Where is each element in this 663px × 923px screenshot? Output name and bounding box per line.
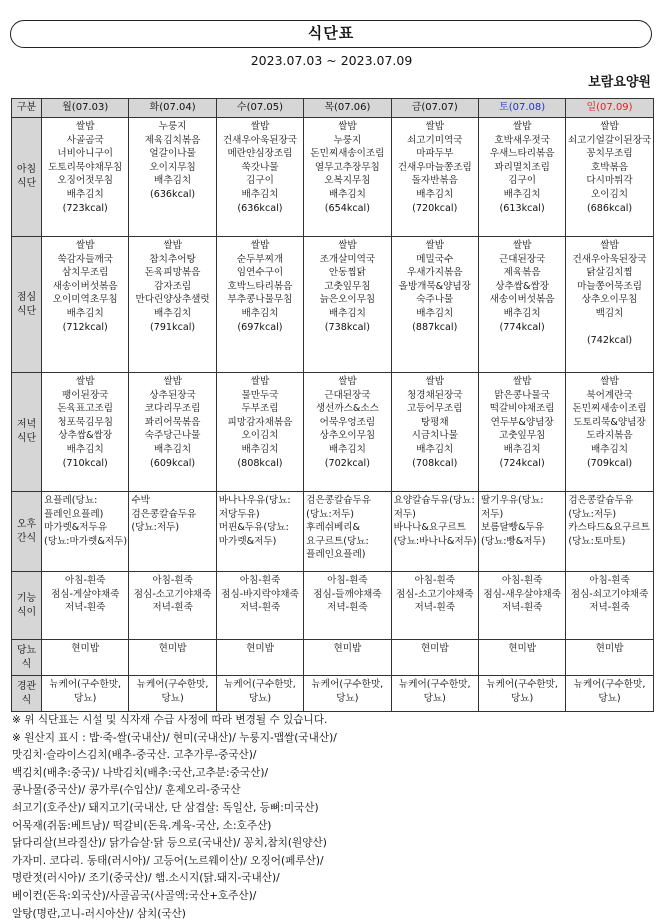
- menu-cell-lunch-sun: [566, 237, 653, 373]
- menu-item: 저녁-흰죽: [152, 602, 193, 614]
- menu-item: 건새우마늘쫑조림: [397, 161, 472, 173]
- menu-item: 쌀밥: [75, 240, 95, 251]
- menu-cell-functional-diet-sat: [478, 572, 565, 640]
- menu-item: 돈육피망볶음: [144, 267, 201, 279]
- menu-item: 배추김치: [241, 307, 279, 319]
- menu-item: (774kcal): [499, 321, 545, 333]
- row-label-tube-feeding: [12, 676, 42, 712]
- menu-cell-afternoon-snack-fri: [391, 492, 478, 572]
- row-label-lunch: [12, 237, 42, 373]
- menu-item: 배추김치: [66, 188, 104, 200]
- menu-item: 쌀밥: [338, 121, 357, 132]
- menu-item: 쌀밥: [512, 376, 532, 387]
- menu-item: 점심-소고기야채죽: [395, 588, 474, 600]
- menu-item: 뉴케어(구수한맛,당뇨): [49, 679, 122, 704]
- menu-item: 근대된장국: [498, 253, 546, 265]
- menu-item: 배추김치: [503, 188, 541, 200]
- menu-item: 근대된장국: [324, 389, 371, 401]
- row-label-dinner: [12, 373, 42, 492]
- note-line: 쇠고기(호주산)/ 돼지고기(국내산, 단 삼겹살: 독일산, 등뼈:미국산): [12, 801, 319, 814]
- note-line: 알탕(명란,고니-러시아산)/ 삼치(국산): [12, 907, 186, 920]
- menu-item: 마파두부: [416, 148, 454, 160]
- menu-item: 돌자반볶음: [411, 175, 458, 187]
- menu-item: 점심-게살야채죽: [51, 588, 120, 600]
- note-line: 베이컨(돈육:외국산)/사골곰국(사골액:국산+호주산)/: [12, 889, 257, 902]
- menu-cell-dinner-sun: [566, 373, 653, 492]
- menu-item: 점심-들깨야채죽: [313, 588, 382, 600]
- menu-cell-functional-diet-thu: [304, 572, 391, 640]
- row-label-line: 식단: [16, 305, 37, 317]
- menu-item: 배추김치: [416, 443, 454, 455]
- menu-item: 안동찜닭: [328, 267, 366, 279]
- menu-item: 쌀밥: [250, 240, 270, 251]
- menu-item: 순두부찌개: [236, 253, 284, 265]
- menu-item: 맑은콩나물국: [494, 389, 550, 401]
- menu-row-afternoon-snack: [12, 492, 654, 572]
- menu-item: 마늘쫑어묵조림: [577, 280, 642, 292]
- menu-item: 저녁-흰죽: [239, 602, 281, 614]
- menu-item: 떡갈비야채조림: [489, 403, 555, 415]
- menu-item: 시금치나물: [411, 430, 458, 442]
- menu-item: 쌀밥: [338, 240, 357, 251]
- menu-cell-diabetic-meal-fri: [391, 640, 478, 676]
- menu-item: 쑥갓나물: [241, 161, 279, 173]
- menu-cell-functional-diet-mon: [42, 572, 129, 640]
- menu-cell-dinner-thu: [304, 373, 391, 492]
- menu-cell-tube-feeding-thu: [304, 676, 391, 712]
- menu-row-functional-diet: [12, 572, 654, 640]
- menu-item: 숙주당근나물: [144, 430, 201, 442]
- menu-row-lunch: [12, 237, 654, 373]
- menu-cell-afternoon-snack-sat: [478, 492, 565, 572]
- menu-cell-lunch-tue: [129, 237, 216, 373]
- menu-cell-dinner-mon: [42, 373, 129, 492]
- menu-item: 팽이된장국: [62, 389, 109, 401]
- menu-item: (613kcal): [499, 202, 545, 214]
- menu-item: 물만두국: [241, 389, 279, 401]
- row-label-line: 식: [21, 658, 32, 670]
- menu-cell-lunch-fri: [391, 237, 478, 373]
- menu-cell-diabetic-meal-mon: [42, 640, 129, 676]
- note-line: 가자미. 코다리. 동태(러시아)/ 고등어(노르웨이산)/ 오징어(페루산)/: [12, 854, 324, 867]
- day-header-sat: 토(07.08): [478, 99, 565, 118]
- menu-item: [567, 321, 651, 335]
- menu-item: 너비아니구이: [57, 148, 113, 160]
- menu-item: 새송이버섯볶음: [489, 294, 555, 306]
- menu-cell-lunch-sat: [478, 237, 565, 373]
- row-label-line: 식이: [16, 606, 37, 618]
- menu-item: (791kcal): [149, 321, 196, 333]
- menu-item: 두부조림: [241, 403, 279, 415]
- menu-item: (720kcal): [412, 202, 458, 214]
- menu-item: (702kcal): [324, 457, 370, 469]
- menu-item: 카스타드&요구르트(당뇨:토마토): [568, 522, 650, 547]
- row-label-functional-diet: [12, 572, 42, 640]
- menu-item: 누룽지: [333, 134, 362, 146]
- menu-item: 배추김치: [154, 443, 192, 455]
- menu-item: 배추김치: [328, 443, 366, 455]
- menu-item: 배추김치: [154, 175, 192, 187]
- menu-cell-functional-diet-tue: [129, 572, 216, 640]
- menu-item: 배추김치: [241, 443, 279, 455]
- menu-item: 조개살미역국: [319, 253, 376, 265]
- menu-item: 현미밥: [71, 643, 100, 654]
- menu-cell-diabetic-meal-sat: [478, 640, 565, 676]
- menu-item: 삼치무조림: [62, 267, 109, 279]
- menu-cell-breakfast-tue: [129, 118, 216, 237]
- menu-item: 뉴케어(구수한맛,당뇨): [573, 679, 646, 704]
- menu-item: 오이지무침: [149, 161, 196, 173]
- menu-item: (708kcal): [412, 457, 458, 469]
- menu-item: 아침-흰죽: [239, 575, 281, 586]
- menu-item: 메란얀심장조림: [227, 148, 293, 160]
- row-label-line: 당뇨: [16, 644, 37, 656]
- menu-item: 상추오이무침: [319, 430, 376, 442]
- menu-cell-functional-diet-wed: [216, 572, 303, 640]
- menu-cell-diabetic-meal-thu: [304, 640, 391, 676]
- menu-item: (609kcal): [149, 457, 196, 469]
- menu-item: 쌀밥: [600, 240, 619, 251]
- menu-item: 마가렛&저두유(당뇨:마가렛&저두): [44, 522, 128, 547]
- menu-item: 누룽지: [158, 121, 187, 132]
- menu-item: 오이미역초무침: [52, 294, 118, 306]
- menu-item: 뉴케어(구수한맛,당뇨): [224, 679, 296, 704]
- menu-item: 쌀밥: [75, 376, 95, 387]
- menu-item: 건새우아욱된장국: [222, 134, 298, 146]
- menu-item: 현미밥: [246, 643, 274, 654]
- menu-item: 쇠고기얼갈이된장국: [567, 134, 652, 146]
- organization-name: 보람요양원: [588, 75, 651, 90]
- menu-item: 쌀밥: [512, 121, 532, 132]
- row-label-line: 간식: [16, 532, 37, 544]
- menu-item: 꽈리멸치조림: [494, 161, 550, 173]
- day-header-row: [12, 99, 654, 118]
- menu-item: 저녁-흰죽: [327, 602, 368, 614]
- menu-item: 뉴케어(구수한맛,당뇨): [398, 679, 471, 704]
- row-label-line: 아침: [16, 164, 37, 176]
- menu-item: 고춧잎무침: [498, 430, 546, 442]
- menu-item: 메밀국수: [416, 253, 454, 265]
- row-label-line: 식: [21, 694, 32, 706]
- menu-item: 상추쌈&쌈장: [58, 430, 113, 442]
- menu-item: 요양칼슘두유(당뇨:저두): [393, 495, 475, 520]
- menu-item: 점심-바지락야채죽: [221, 588, 299, 600]
- menu-item: 닭살김치찜: [586, 267, 633, 279]
- menu-item: 점심-소고기야채죽: [133, 588, 212, 600]
- menu-row-breakfast: [12, 118, 654, 237]
- menu-item: 현미밥: [595, 643, 624, 654]
- menu-item: 쌀밥: [600, 376, 619, 387]
- menu-item: 꽈리어묵볶음: [144, 416, 201, 428]
- row-label-line: 경관: [16, 680, 37, 692]
- menu-item: 배추김치: [416, 188, 454, 200]
- day-header-wed: 수(07.05): [216, 99, 303, 118]
- menu-item: 늙은오이무침: [319, 294, 376, 306]
- menu-item: 아침-흰죽: [414, 575, 456, 586]
- menu-cell-afternoon-snack-thu: [304, 492, 391, 572]
- menu-item: 쇠고기미역국: [406, 134, 463, 146]
- menu-item: 숙주나물: [416, 294, 454, 306]
- menu-cell-breakfast-sat: [478, 118, 565, 237]
- menu-item: 오징어젓무침: [57, 175, 113, 187]
- row-label-line: 오후: [16, 518, 37, 530]
- menu-item: 배추김치: [416, 307, 454, 319]
- note-line: 맛김치·슬라이스김치(배추-중국산. 고추가루-중국산)/: [12, 749, 257, 762]
- menu-item: 도토리묵&양념장: [573, 416, 646, 428]
- menu-item: 배추김치: [66, 307, 104, 319]
- menu-item: 감자조림: [154, 280, 192, 292]
- menu-cell-lunch-wed: [216, 237, 303, 373]
- note-line: 명란젓(러시아)/ 조기(중국산)/ 햄.소시지(닭.돼지-국내산)/: [12, 872, 280, 885]
- menu-item: 제육김치볶음: [144, 134, 201, 146]
- menu-item: 현미밥: [158, 643, 187, 654]
- menu-item: (654kcal): [324, 202, 370, 214]
- day-header-mon: 월(07.03): [42, 99, 129, 118]
- corner-header: 구분: [12, 99, 42, 118]
- notes-section: [12, 712, 652, 923]
- menu-cell-tube-feeding-tue: [129, 676, 216, 712]
- menu-row-dinner: [12, 373, 654, 492]
- menu-item: 청경채된장국: [406, 389, 463, 401]
- menu-item: 아침-흰죽: [152, 575, 193, 586]
- menu-item: (724kcal): [499, 457, 545, 469]
- page-title: 식단표: [10, 20, 652, 48]
- menu-item: 검은콩칼슘두유(당뇨:저두): [306, 495, 372, 520]
- menu-item: 후레쉬베리&요구르트(당뇨:플레인요플레): [306, 522, 369, 561]
- weekly-menu-table: [11, 98, 654, 712]
- menu-item: 새송이버섯볶음: [52, 280, 118, 292]
- menu-cell-lunch-thu: [304, 237, 391, 373]
- menu-item: 부추콩나물무침: [227, 294, 293, 306]
- note-line: 어묵재(쥐돔:베트남)/ 떡갈비(돈육.계육-국산, 소:호주산): [12, 819, 272, 832]
- menu-item: 열무고추장무침: [314, 161, 380, 173]
- menu-item: 배추김치: [503, 443, 541, 455]
- menu-item: 돈민찌새송이조림: [310, 148, 385, 160]
- menu-item: 연두부&양념장: [490, 416, 554, 428]
- row-label-afternoon-snack: [12, 492, 42, 572]
- menu-item: (686kcal): [586, 202, 633, 214]
- menu-item: (710kcal): [62, 457, 108, 469]
- menu-item: 돈육표고조림: [57, 403, 113, 415]
- menu-cell-afternoon-snack-wed: [216, 492, 303, 572]
- menu-item: (636kcal): [149, 188, 196, 200]
- menu-item: 뉴케어(구수한맛,당뇨): [136, 679, 209, 704]
- menu-item: 쌀밥: [163, 376, 182, 387]
- menu-cell-diabetic-meal-wed: [216, 640, 303, 676]
- menu-item: 쌀밥: [425, 240, 445, 251]
- menu-item: 뉴케어(구수한맛,당뇨): [311, 679, 384, 704]
- menu-item: (738kcal): [324, 321, 370, 333]
- row-label-line: 식단: [16, 178, 37, 189]
- menu-item: 저녁-흰죽: [589, 602, 630, 614]
- note-line: ※ 원산지 표시 : 밥·죽-쌀(국내산)/ 현미(국내산)/ 누룽지-맵쌀(국내산)/: [12, 731, 337, 744]
- menu-item: 점심-쇠고기야채죽: [570, 588, 649, 600]
- row-label-line: 저녁: [16, 419, 37, 431]
- row-label-breakfast: [12, 118, 42, 237]
- menu-item: 코다리무조림: [144, 403, 201, 415]
- menu-cell-afternoon-snack-mon: [42, 492, 129, 572]
- menu-item: 상추오이무침: [581, 294, 638, 306]
- menu-item: 아침-흰죽: [501, 575, 543, 586]
- menu-cell-functional-diet-fri: [391, 572, 478, 640]
- menu-item: 청포묵김무침: [57, 416, 113, 428]
- note-line: ※ 위 식단표는 시설 및 식자재 수급 사정에 따라 변경될 수 있습니다.: [12, 714, 328, 726]
- menu-cell-breakfast-fri: [391, 118, 478, 237]
- row-label-line: 점심: [16, 291, 37, 303]
- menu-item: 배추김치: [503, 307, 541, 319]
- menu-item: 상추된장국: [149, 389, 196, 401]
- menu-item: 탕평채: [420, 416, 449, 428]
- menu-item: (808kcal): [237, 457, 283, 469]
- note-line: 콩나물(중국산)/ 콩가루(수입산)/ 훈제오리-중국산: [12, 784, 241, 797]
- menu-cell-dinner-sat: [478, 373, 565, 492]
- menu-item: 쌀밥: [75, 121, 95, 132]
- menu-item: 만다린양상추샐럿: [135, 294, 210, 306]
- day-header-sun: 일(07.09): [566, 99, 653, 118]
- menu-cell-diabetic-meal-sun: [566, 640, 653, 676]
- menu-item: 생선까스&소스: [315, 403, 379, 415]
- menu-item: 쌀밥: [425, 376, 445, 387]
- menu-item: 저녁-흰죽: [501, 602, 543, 614]
- menu-cell-lunch-mon: [42, 237, 129, 373]
- menu-item: 저녁-흰죽: [64, 602, 106, 614]
- menu-cell-dinner-wed: [216, 373, 303, 492]
- menu-item: 임연수구이: [236, 267, 284, 279]
- menu-item: 도라지볶음: [586, 430, 633, 442]
- menu-item: 고춧잎무침: [324, 280, 371, 292]
- menu-item: 고등어무조림: [406, 403, 463, 415]
- menu-item: 검은콩칼슘두유(당뇨:저두): [131, 508, 197, 534]
- menu-cell-afternoon-snack-tue: [129, 492, 216, 572]
- menu-item: 김구이: [246, 175, 274, 187]
- menu-item: 쌀밥: [250, 376, 270, 387]
- menu-item: (697kcal): [237, 321, 283, 333]
- menu-item: 쌀밥: [338, 376, 357, 387]
- menu-item: 배추김치: [328, 307, 366, 319]
- menu-item: 아침-흰죽: [589, 575, 630, 586]
- menu-item: 수박: [131, 495, 150, 506]
- menu-item: 오이김치: [241, 430, 279, 442]
- menu-item: 저녁-흰죽: [414, 602, 456, 614]
- menu-item: 오이김치: [591, 188, 629, 200]
- menu-item: 쌀밥: [250, 121, 270, 132]
- menu-cell-afternoon-snack-sun: [566, 492, 653, 572]
- menu-item: 뉴케어(구수한맛,당뇨): [486, 679, 558, 704]
- menu-cell-tube-feeding-sat: [478, 676, 565, 712]
- menu-item: 우새느타리볶음: [489, 148, 555, 160]
- menu-cell-dinner-fri: [391, 373, 478, 492]
- menu-cell-tube-feeding-fri: [391, 676, 478, 712]
- menu-item: 현미밥: [333, 643, 362, 654]
- menu-item: 오복지무침: [324, 175, 371, 187]
- menu-item: 참치추어탕: [149, 253, 196, 265]
- menu-item: (742kcal): [586, 335, 633, 347]
- menu-item: 딸기우유(당뇨:저두): [480, 495, 544, 520]
- menu-item: 점심-새우살야채죽: [483, 588, 561, 600]
- menu-item: (709kcal): [586, 457, 633, 469]
- menu-item: 아침-흰죽: [64, 575, 106, 586]
- menu-cell-diabetic-meal-tue: [129, 640, 216, 676]
- menu-item: 현미밥: [420, 643, 449, 654]
- menu-item: 배추김치: [66, 443, 104, 455]
- menu-cell-breakfast-wed: [216, 118, 303, 237]
- menu-item: 얼갈이나물: [149, 148, 196, 160]
- menu-cell-functional-diet-sun: [566, 572, 653, 640]
- menu-item: 우새가지볶음: [406, 267, 463, 279]
- menu-item: (636kcal): [237, 202, 283, 214]
- row-label-diabetic-meal: [12, 640, 42, 676]
- menu-cell-breakfast-mon: [42, 118, 129, 237]
- date-range: 2023.07.03 ~ 2023.07.09: [250, 53, 413, 68]
- menu-item: 북어계란국: [586, 389, 633, 401]
- menu-item: 현미밥: [508, 643, 537, 654]
- menu-item: 쑥감자들깨국: [57, 253, 113, 265]
- menu-cell-breakfast-thu: [304, 118, 391, 237]
- menu-item: 쌀밥: [425, 121, 445, 132]
- menu-item: 배추김치: [241, 188, 279, 200]
- menu-item: 호박볶음: [591, 161, 629, 173]
- menu-cell-dinner-tue: [129, 373, 216, 492]
- menu-item: 배추김치: [154, 307, 192, 319]
- menu-item: 머핀&두유(당뇨:마가렛&저두): [218, 522, 289, 547]
- menu-item: 요플레(당뇨:플레인요플레): [44, 495, 104, 520]
- menu-item: 배추김치: [328, 188, 366, 200]
- menu-item: 건새우아욱된장국: [572, 253, 647, 265]
- menu-item: 쌀밥: [163, 240, 182, 251]
- menu-item: 백김치: [595, 307, 624, 319]
- menu-item: 다시마튀각: [586, 175, 633, 187]
- menu-item: (723kcal): [62, 202, 108, 214]
- menu-row-tube-feeding: [12, 676, 654, 712]
- row-label-line: 식단: [16, 433, 37, 444]
- menu-item: 돈민찌새송이조림: [572, 403, 647, 415]
- menu-item: 쌀밥: [512, 240, 532, 251]
- menu-item: 아침-흰죽: [327, 575, 368, 586]
- menu-item: (887kcal): [412, 321, 458, 333]
- menu-item: 쌀밥: [600, 121, 619, 132]
- menu-item: 올방개묵&양념장: [398, 280, 471, 292]
- menu-item: 호박새우젓국: [494, 134, 550, 146]
- menu-item: 사골곰국: [66, 134, 104, 146]
- menu-item: 꽁치무조림: [586, 148, 633, 160]
- menu-item: 배추김치: [591, 443, 629, 455]
- menu-item: 호박느타리볶음: [227, 280, 293, 292]
- menu-cell-breakfast-sun: [566, 118, 653, 237]
- note-line: 백김치(배추:중국)/ 나박김치(배추:국산,고추분:중국산)/: [12, 766, 269, 779]
- menu-row-diabetic-meal: [12, 640, 654, 676]
- menu-item: 상추쌈&쌈장: [495, 280, 550, 292]
- menu-item: 김구이: [508, 175, 537, 187]
- menu-cell-tube-feeding-sun: [566, 676, 653, 712]
- menu-cell-tube-feeding-mon: [42, 676, 129, 712]
- menu-item: 도토리묵야채무침: [48, 161, 123, 173]
- day-header-tue: 화(07.04): [129, 99, 216, 118]
- menu-item: 제육볶음: [503, 267, 541, 279]
- menu-item: 보름달빵&두유(당뇨:빵&저두): [480, 522, 546, 547]
- day-header-thu: 목(07.06): [304, 99, 391, 118]
- row-label-line: 기능: [16, 592, 37, 604]
- menu-item: 바나나&요구르트(당뇨:바나나&저두): [393, 522, 477, 547]
- note-line: 닭다리살(브라질산)/ 닭가슴살·닭 등으로(국내산)/ 꽁치,참치(원양산): [12, 837, 327, 850]
- menu-item: 검은콩칼슘두유(당뇨:저두): [568, 495, 634, 520]
- menu-cell-tube-feeding-wed: [216, 676, 303, 712]
- menu-item: 어묵우엉조림: [319, 416, 376, 428]
- menu-item: 피망감자채볶음: [227, 416, 293, 428]
- menu-item: 바나나우유(당뇨:저당두유): [218, 495, 291, 520]
- day-header-fri: 금(07.07): [391, 99, 478, 118]
- menu-item: (712kcal): [62, 321, 108, 333]
